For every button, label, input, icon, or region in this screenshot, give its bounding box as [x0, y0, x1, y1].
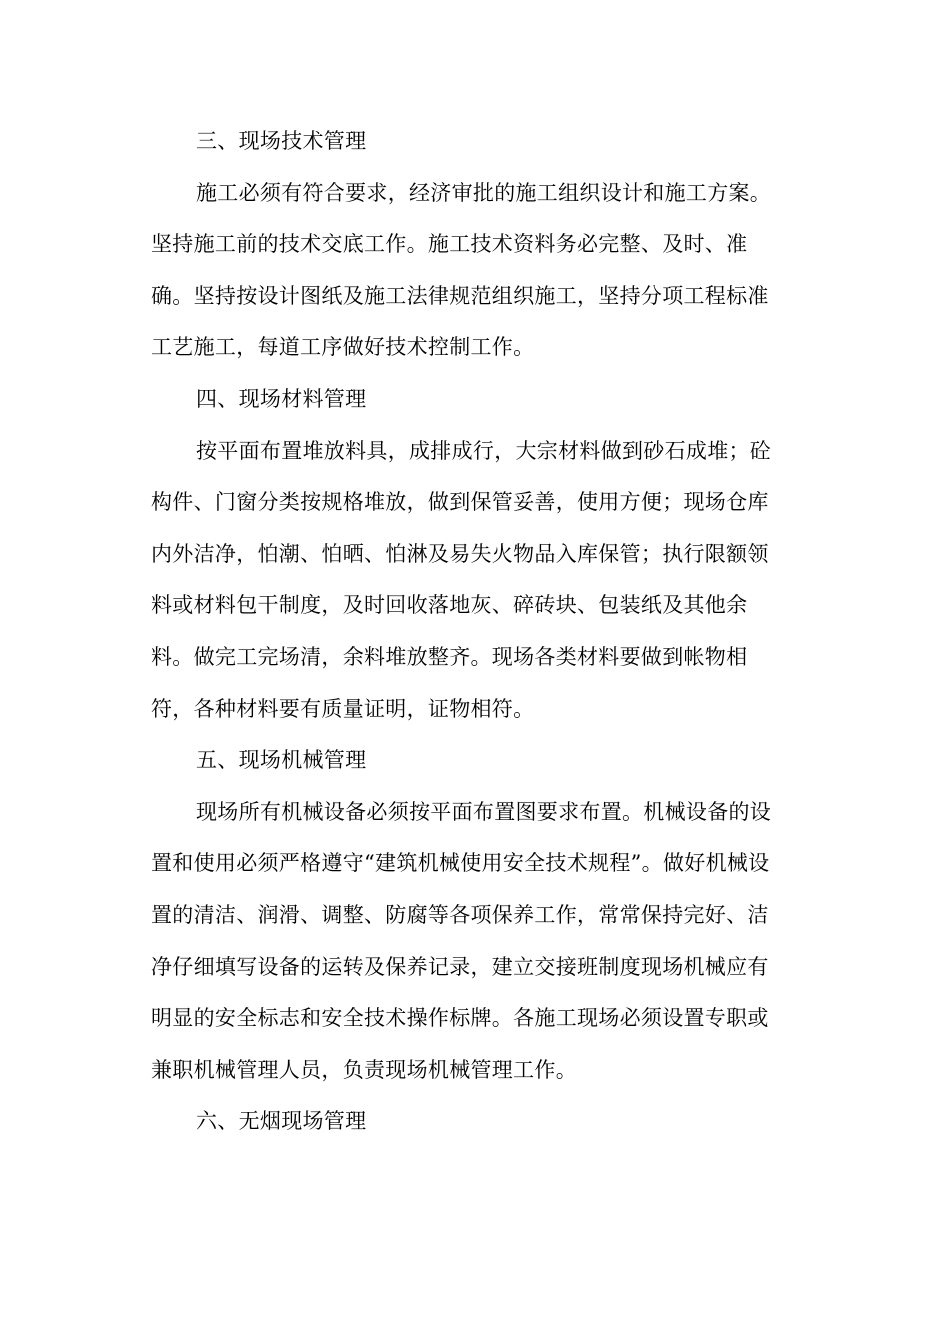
paragraph-line: 料或材料包干制度，及时回收落地灰、碎砖块、包装纸及其他余: [151, 593, 748, 618]
section-paragraph: [151, 168, 801, 374]
paragraph-line: 置的清洁、润滑、调整、防腐等各项保养工作，常常保持完好、洁: [151, 902, 769, 927]
section-paragraph: [151, 426, 801, 736]
paragraph-line: 料。做完工完场清，余料堆放整齐。现场各类材料要做到帐物相: [151, 644, 748, 669]
paragraph-line: 坚持施工前的技术交底工作。施工技术资料务必完整、及时、准: [151, 232, 748, 257]
section-heading: 四、现场材料管理: [196, 386, 367, 411]
paragraph-line: 符，各种材料要有质量证明，证物相符。: [151, 696, 535, 721]
section-paragraph: [151, 787, 801, 1097]
paragraph-line: 兼职机械管理人员，负责现场机械管理工作。: [151, 1057, 577, 1082]
paragraph-line: 按平面布置堆放料具，成排成行，大宗材料做到砂石成堆；砼: [196, 438, 772, 463]
section-heading: 五、现场机械管理: [196, 748, 367, 773]
paragraph-line: 明显的安全标志和安全技术操作标牌。各施工现场必须设置专职或: [151, 1006, 769, 1031]
paragraph-line: 现场所有机械设备必须按平面布置图要求布置。机械设备的设: [196, 799, 772, 824]
paragraph-line: 工艺施工，每道工序做好技术控制工作。: [151, 335, 535, 360]
paragraph-line: 确。坚持按设计图纸及施工法律规范组织施工，坚持分项工程标准: [151, 283, 769, 308]
paragraph-line: 置和使用必须严格遵守“建筑机械使用安全技术规程”。做好机械设: [151, 851, 770, 876]
paragraph-line: 净仔细填写设备的运转及保养记录，建立交接班制度现场机械应有: [151, 954, 769, 979]
paragraph-line: 施工必须有符合要求，经济审批的施工组织设计和施工方案。: [196, 180, 772, 205]
paragraph-line: 构件、门窗分类按规格堆放，做到保管妥善，使用方便；现场仓库: [151, 490, 769, 515]
section-heading: 六、无烟现场管理: [196, 1109, 367, 1134]
paragraph-line: 内外洁净，怕潮、怕晒、怕淋及易失火物品入库保管；执行限额领: [151, 541, 769, 566]
document-body: [151, 116, 801, 1148]
section-heading: 三、现场技术管理: [196, 129, 367, 153]
